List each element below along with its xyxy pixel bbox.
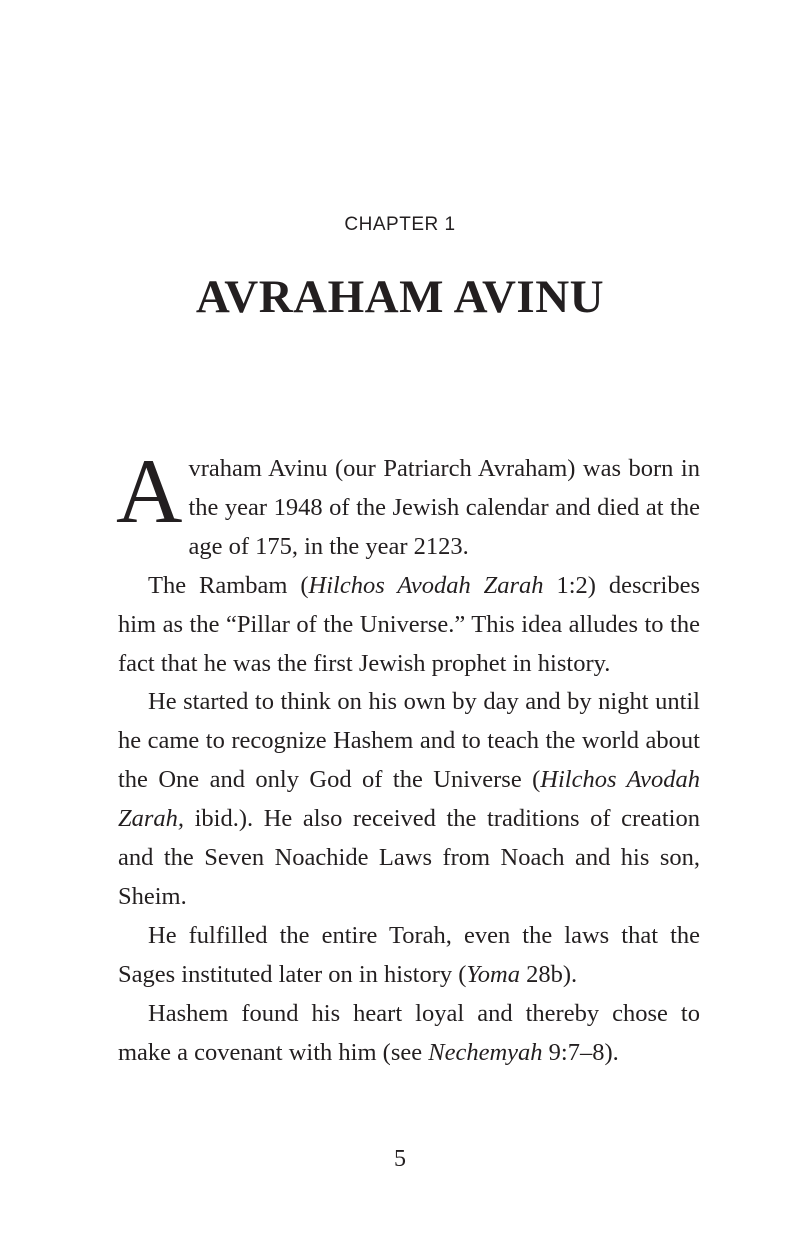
paragraph-text: 9:7–8).	[542, 1038, 619, 1066]
paragraph-text: He started to think on his own by day and by night until he came to recognize Hashem and to teach the world about the One and only God of the Universe (	[118, 688, 700, 794]
paragraph-text: 28b).	[519, 960, 578, 988]
dropcap: A	[116, 440, 183, 542]
citation-italic: Hilchos Avodah Zarah	[308, 571, 544, 599]
paragraph-text: The Rambam (	[148, 571, 309, 599]
paragraph-text: Hashem found his heart loyal and thereby chose to make a covenant with him (see	[118, 999, 700, 1066]
paragraph-1	[116, 440, 700, 567]
paragraph-4	[118, 917, 700, 995]
chapter-label: CHAPTER 1	[344, 214, 456, 235]
paragraph-text: He fulfilled the entire Torah, even the laws that the Sages instituted later on in history (	[118, 921, 700, 988]
paragraph-text: vraham Avinu (our Patriarch Avraham) was born in the year 1948 of the Jewish calendar and died at the age of 175, in the year 2123.	[188, 455, 700, 560]
paragraph-text: ibid.). He also received the traditions of creation and the Seven Noachide Laws from Noach and his son, Sheim.	[118, 805, 700, 910]
body-text	[116, 440, 701, 1073]
paragraph-3	[118, 683, 700, 916]
citation-italic: Yoma	[466, 960, 520, 988]
citation-italic: Nechemyah	[428, 1038, 543, 1066]
paragraph-text: 1:2) describes him as the “Pillar of the Universe.” This idea alludes to the fact that he was the first Jewish prophet in history.	[118, 571, 701, 677]
paragraph-5	[118, 995, 700, 1073]
page-number: 5	[394, 1146, 406, 1172]
paragraph-2	[118, 567, 700, 684]
citation-italic: Hilchos Avodah Zarah,	[118, 766, 700, 833]
chapter-title: AVRAHAM AVINU	[195, 271, 605, 323]
